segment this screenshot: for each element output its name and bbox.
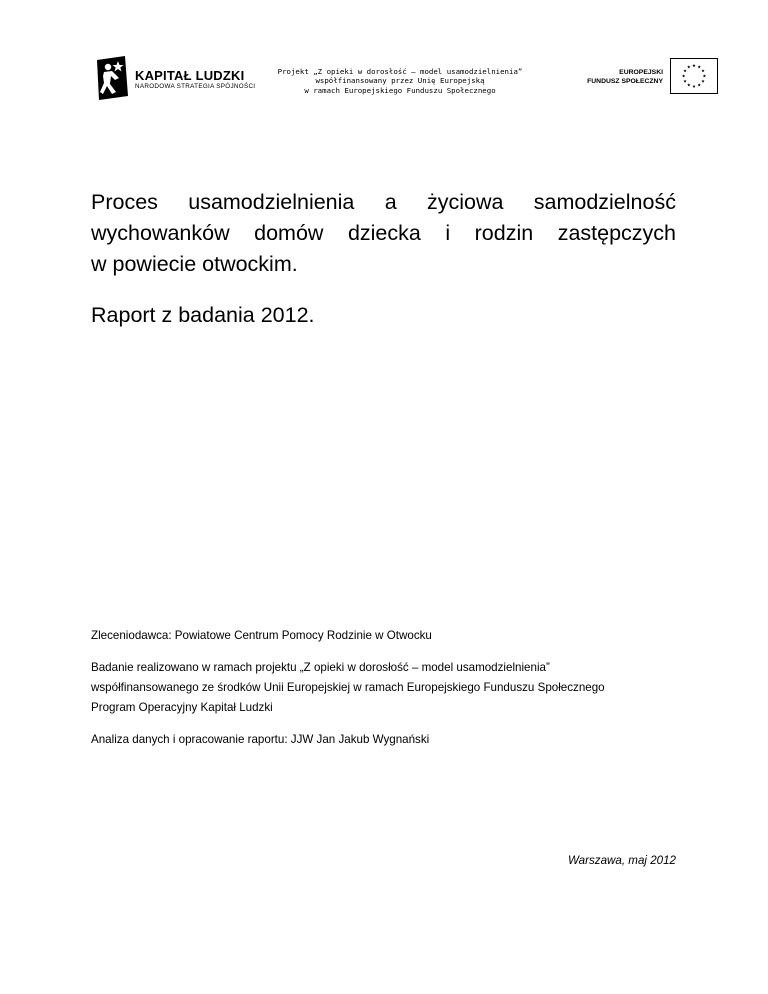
eu-star-icon: [703, 74, 706, 77]
eu-star-icon: [692, 85, 695, 88]
title-word: dziecka: [347, 221, 421, 245]
eu-fund-label: [587, 69, 663, 86]
eu-flag-icon: [670, 58, 718, 94]
client-line: Zleceniodawca: Powiatowe Centrum Pomocy Rodzinie w Otwocku: [91, 629, 432, 642]
title-word: zastępczych: [557, 221, 676, 245]
project-info-line: w ramach Europejskiego Funduszu Społecznego: [304, 85, 496, 95]
project-line: Program Operacyjny Kapitał Ludzki: [91, 701, 273, 714]
report-subtitle: Raport z badania 2012.: [91, 303, 315, 327]
eu-fund-label-line: EUROPEJSKI: [619, 69, 663, 76]
title-word: domów: [254, 221, 324, 245]
eu-star-icon: [682, 74, 685, 77]
kapital-ludzki-logo: [95, 56, 255, 100]
eu-star-icon: [687, 65, 690, 68]
project-line: Badanie realizowano w ramach projektu „Z opieki w dorosłość – model usamodzielnienia”: [91, 661, 550, 674]
eu-star-icon: [698, 83, 701, 86]
analysis-line: Analiza danych i opracowanie raportu: JJW Jan Jakub Wygnański: [91, 733, 430, 746]
project-line: współfinansowanego ze środków Unii Europejskiej w ramach Europejskiego Funduszu Społecznego: [91, 681, 605, 694]
title-word: wychowanków: [91, 221, 230, 245]
title-word: usamodzielnienia: [188, 190, 355, 214]
title-word: a: [384, 190, 397, 214]
eu-social-fund-logo: [588, 58, 718, 96]
eu-star-icon: [701, 79, 704, 82]
eu-fund-label-line: FUNDUSZ SPOŁECZNY: [587, 77, 663, 85]
kapital-ludzki-emblem-icon: [95, 56, 129, 100]
title-word: i: [445, 221, 451, 245]
report-title: [91, 187, 676, 280]
eu-star-icon: [683, 79, 686, 82]
project-info-line: Projekt „Z opieki w dorosłość – model usamodzielnienia”: [277, 67, 523, 76]
eu-star-icon: [692, 64, 695, 67]
title-word: samodzielność: [533, 190, 676, 214]
eu-star-icon: [701, 69, 704, 72]
kapital-ludzki-name: KAPITAŁ LUDZKI: [135, 68, 245, 83]
title-line-1: [91, 187, 676, 218]
eu-star-icon: [683, 69, 686, 72]
project-info: [270, 67, 530, 95]
kapital-ludzki-subtitle: NARODOWA STRATEGIA SPÓJNOŚCI: [135, 83, 256, 90]
eu-star-icon: [687, 83, 690, 86]
report-details: [91, 626, 691, 750]
title-word: życiowa: [426, 190, 504, 214]
place-and-date: Warszawa, maj 2012: [567, 854, 676, 867]
project-info-line: współfinansowany przez Unię Europejską: [315, 76, 485, 86]
title-word: rodzin: [474, 221, 534, 245]
title-word: Proces: [91, 190, 158, 214]
title-line-2: [91, 218, 676, 249]
eu-star-icon: [698, 65, 701, 68]
page-header: [0, 0, 768, 110]
title-line-3: w powiecie otwockim.: [91, 252, 298, 276]
